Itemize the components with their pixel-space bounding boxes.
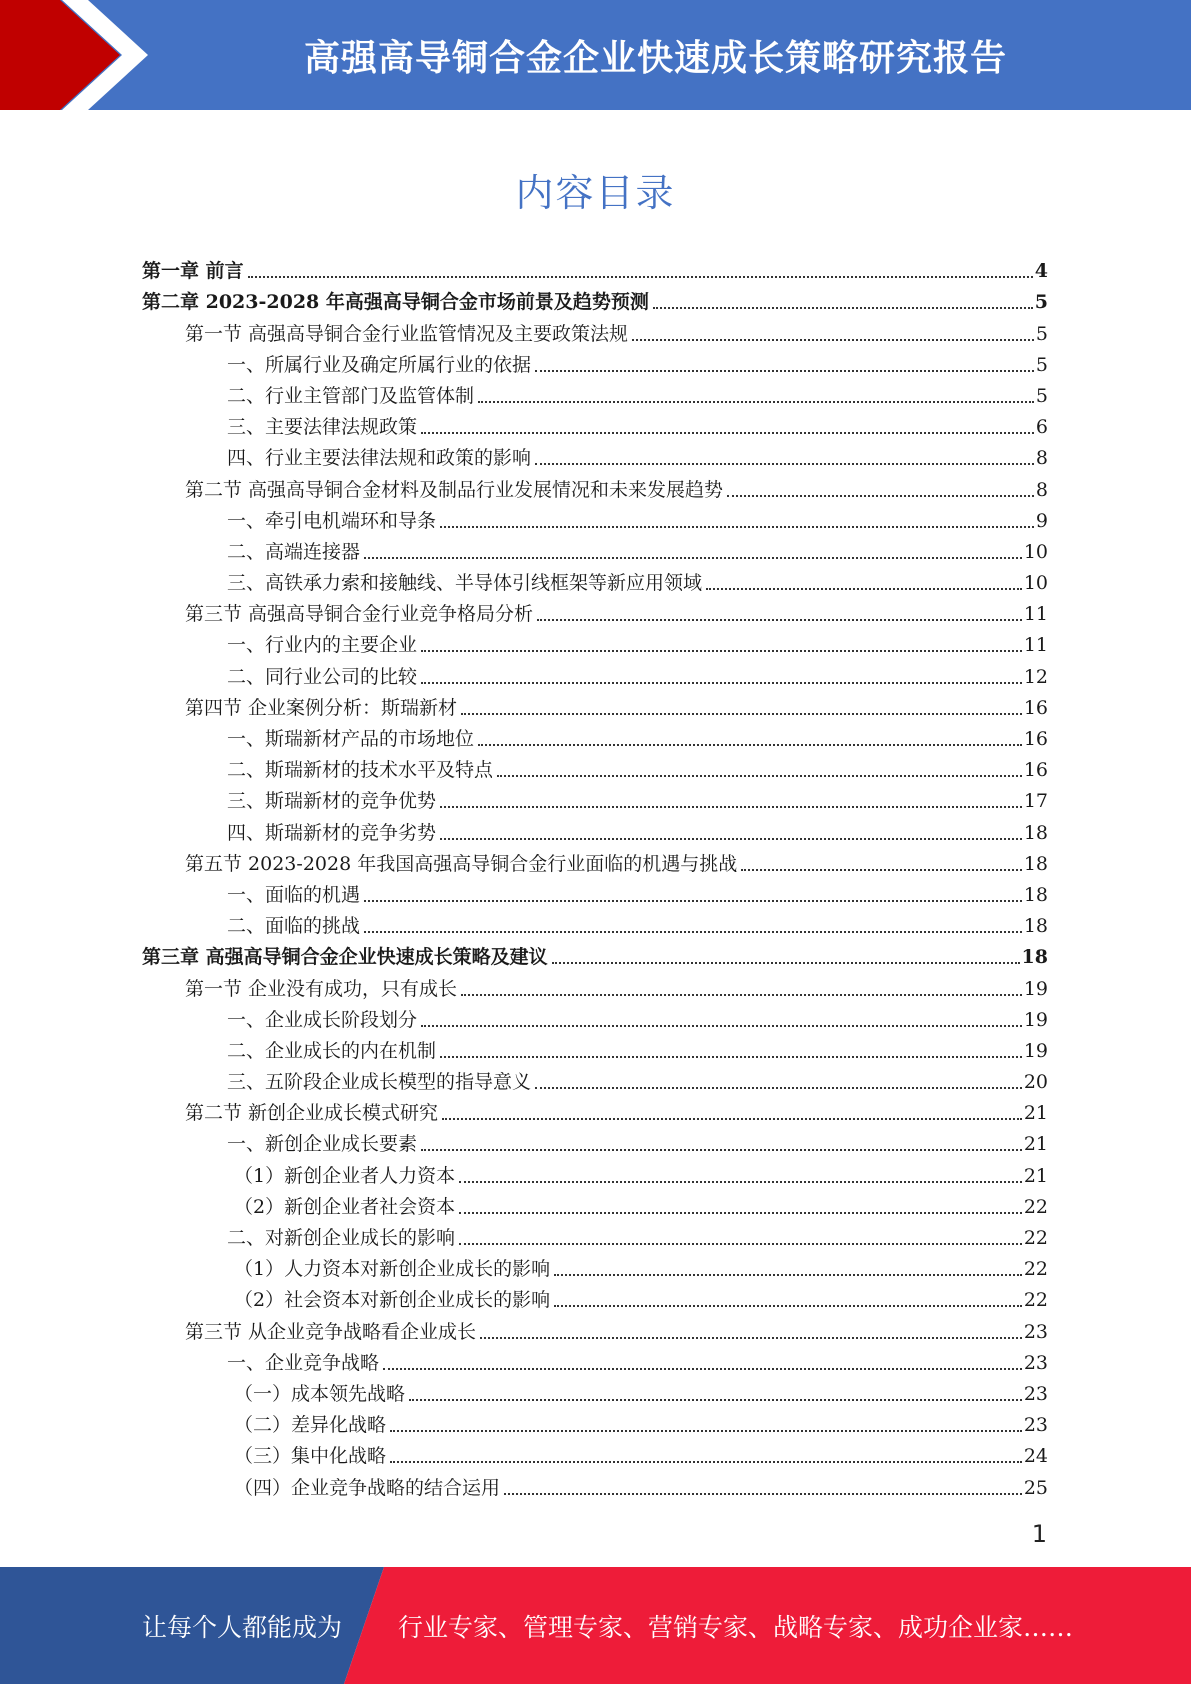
toc-entry-label: 一、牵引电机端环和导条 — [142, 509, 438, 533]
toc-entry-label: 四、斯瑞新材的竞争劣势 — [142, 821, 438, 845]
toc-dot-leader — [440, 838, 1022, 840]
toc-entry[interactable] — [142, 845, 1048, 876]
toc-dot-leader — [364, 557, 1022, 559]
toc-entry[interactable] — [142, 252, 1048, 283]
toc-entry-page: 25 — [1023, 1476, 1048, 1499]
toc-entry-label: 一、斯瑞新材产品的市场地位 — [142, 727, 476, 751]
toc-entry-page: 17 — [1023, 790, 1048, 813]
toc-entry-page: 11 — [1023, 634, 1048, 657]
toc-entry-label: （一）成本领先战略 — [142, 1382, 407, 1406]
toc-entry-page: 16 — [1023, 728, 1048, 750]
toc-entry[interactable] — [142, 907, 1048, 938]
toc-entry-label: 二、斯瑞新材的技术水平及特点 — [142, 758, 495, 782]
toc-entry-label: 一、企业竞争战略 — [142, 1351, 381, 1375]
toc-entry-label: 第三节 高强高导铜合金行业竞争格局分析 — [142, 602, 535, 626]
toc-dot-leader — [535, 1087, 1022, 1089]
toc-entry-page: 20 — [1023, 1071, 1048, 1094]
toc-entry-page: 4 — [1034, 260, 1048, 283]
toc-entry-label: 二、对新创企业成长的影响 — [142, 1226, 457, 1250]
toc-entry[interactable] — [142, 439, 1048, 470]
toc-dot-leader — [554, 1305, 1022, 1307]
toc-entry[interactable] — [142, 1094, 1048, 1125]
toc-entry[interactable] — [142, 720, 1048, 751]
toc-dot-leader — [537, 619, 1022, 621]
toc-entry-label: 一、面临的机遇 — [142, 883, 362, 907]
footer-band — [0, 1567, 1191, 1684]
toc-dot-leader — [653, 307, 1033, 309]
toc-dot-leader — [741, 869, 1022, 871]
toc-entry[interactable] — [142, 1468, 1048, 1499]
toc-dot-leader — [440, 1056, 1022, 1058]
toc-dot-leader — [421, 650, 1022, 652]
toc-entry-label: （1）新创企业者人力资本 — [142, 1164, 457, 1188]
toc-entry-page: 16 — [1023, 759, 1048, 782]
toc-entry[interactable] — [142, 1250, 1048, 1281]
toc-entry-label: 二、企业成长的内在机制 — [142, 1039, 438, 1063]
table-of-contents — [142, 252, 1048, 1500]
toc-entry-page: 5 — [1034, 291, 1048, 314]
toc-dot-leader — [440, 806, 1022, 808]
toc-entry-label: 第四节 企业案例分析：斯瑞新材 — [142, 696, 459, 720]
toc-entry-page: 18 — [1023, 915, 1048, 938]
toc-entry-label: 一、新创企业成长要素 — [142, 1132, 419, 1156]
toc-dot-leader — [478, 401, 1034, 403]
toc-dot-leader — [390, 1461, 1022, 1463]
toc-entry[interactable] — [142, 1063, 1048, 1094]
toc-entry-label: 二、同行业公司的比较 — [142, 665, 419, 689]
toc-entry[interactable] — [142, 1125, 1048, 1156]
toc-entry[interactable] — [142, 657, 1048, 688]
toc-entry-label: 三、斯瑞新材的竞争优势 — [142, 789, 438, 813]
toc-entry-label: 第一章 前言 — [142, 260, 244, 283]
toc-entry-label: 第二章 2023-2028 年高强高导铜合金市场前景及趋势预测 — [142, 291, 649, 314]
toc-dot-leader — [440, 526, 1034, 528]
toc-entry[interactable] — [142, 782, 1048, 813]
toc-entry-page: 22 — [1023, 1258, 1048, 1281]
toc-entry[interactable] — [142, 969, 1048, 1000]
toc-entry-label: 第五节 2023-2028 年我国高强高导铜合金行业面临的机遇与挑战 — [142, 852, 739, 876]
toc-entry-label: 三、五阶段企业成长模型的指导意义 — [142, 1070, 533, 1094]
toc-entry[interactable] — [142, 938, 1048, 969]
toc-entry-page: 22 — [1023, 1227, 1048, 1249]
toc-entry-label: 第二节 新创企业成长模式研究 — [142, 1101, 440, 1125]
toc-entry-page: 18 — [1023, 883, 1048, 906]
toc-entry-page: 22 — [1023, 1195, 1048, 1218]
toc-entry[interactable] — [142, 1188, 1048, 1219]
toc-dot-leader — [421, 1149, 1022, 1151]
toc-entry-page: 9 — [1035, 509, 1048, 532]
toc-entry-page: 19 — [1023, 1039, 1048, 1062]
toc-dot-leader — [442, 1118, 1022, 1120]
toc-entry-page: 8 — [1035, 478, 1048, 501]
toc-entry[interactable] — [142, 283, 1048, 314]
toc-dot-leader — [632, 339, 1034, 341]
toc-entry-page: 21 — [1023, 1164, 1048, 1187]
toc-dot-leader — [364, 900, 1022, 902]
toc-dot-leader — [461, 994, 1022, 996]
footer-slogan-right: 行业专家、管理专家、营销专家、战略专家、成功企业家…… — [398, 1612, 1074, 1642]
toc-entry[interactable] — [142, 1344, 1048, 1375]
toc-dot-leader — [421, 1025, 1022, 1027]
header-arrow-decoration — [0, 0, 160, 110]
toc-entry[interactable] — [142, 564, 1048, 595]
toc-entry[interactable] — [142, 595, 1048, 626]
toc-dot-leader — [535, 463, 1034, 465]
toc-entry[interactable] — [142, 1001, 1048, 1032]
toc-entry-label: 四、行业主要法律法规和政策的影响 — [142, 446, 533, 470]
toc-entry-page: 18 — [1023, 852, 1048, 875]
header-band — [0, 0, 1191, 110]
toc-dot-leader — [459, 1243, 1022, 1245]
toc-entry-label: 第二节 高强高导铜合金材料及制品行业发展情况和未来发展趋势 — [142, 478, 725, 502]
toc-dot-leader — [554, 1274, 1022, 1276]
toc-entry-page: 5 — [1035, 322, 1048, 345]
toc-entry[interactable] — [142, 502, 1048, 533]
toc-entry[interactable] — [142, 876, 1048, 907]
toc-entry[interactable] — [142, 1312, 1048, 1343]
toc-entry-label: 一、企业成长阶段划分 — [142, 1008, 419, 1032]
toc-entry-page: 18 — [1023, 821, 1048, 844]
report-title: 高强高导铜合金企业快速成长策略研究报告 — [303, 37, 1007, 79]
toc-dot-leader — [390, 1430, 1022, 1432]
toc-dot-leader — [461, 713, 1022, 715]
toc-entry-label: （四）企业竞争战略的结合运用 — [142, 1476, 502, 1500]
toc-entry-page: 8 — [1035, 447, 1048, 470]
toc-entry[interactable] — [142, 751, 1048, 782]
toc-entry-label: 一、所属行业及确定所属行业的依据 — [142, 353, 533, 377]
toc-entry[interactable] — [142, 1281, 1048, 1312]
toc-entry-page: 23 — [1023, 1351, 1048, 1374]
toc-entry-page: 11 — [1023, 603, 1048, 626]
toc-dot-leader — [552, 962, 1020, 964]
toc-entry-page: 18 — [1021, 946, 1048, 969]
toc-dot-leader — [421, 682, 1022, 684]
toc-entry-page: 23 — [1023, 1382, 1048, 1405]
toc-entry[interactable] — [142, 470, 1048, 501]
toc-dot-leader — [535, 370, 1034, 372]
toc-entry-page: 19 — [1023, 977, 1048, 1000]
toc-dot-leader — [504, 1493, 1022, 1495]
toc-entry[interactable] — [142, 1375, 1048, 1406]
toc-entry-page: 6 — [1035, 416, 1048, 439]
toc-dot-leader — [727, 495, 1034, 497]
toc-dot-leader — [248, 276, 1033, 278]
toc-entry-label: 二、高端连接器 — [142, 540, 362, 564]
toc-entry-page: 10 — [1023, 572, 1048, 595]
toc-entry-page: 21 — [1023, 1133, 1048, 1156]
toc-dot-leader — [478, 744, 1022, 746]
toc-entry-label: 二、行业主管部门及监管体制 — [142, 384, 476, 408]
toc-dot-leader — [383, 1368, 1022, 1370]
toc-entry-page: 21 — [1023, 1102, 1048, 1125]
toc-entry[interactable] — [142, 346, 1048, 377]
toc-entry[interactable] — [142, 533, 1048, 564]
toc-entry-label: 第三节 从企业竞争战略看企业成长 — [142, 1320, 478, 1344]
toc-dot-leader — [364, 931, 1022, 933]
toc-dot-leader — [459, 1212, 1022, 1214]
toc-entry[interactable] — [142, 314, 1048, 345]
toc-entry[interactable] — [142, 689, 1048, 720]
toc-entry-label: 二、面临的挑战 — [142, 914, 362, 938]
toc-entry-page: 10 — [1023, 540, 1048, 563]
toc-entry[interactable] — [142, 1406, 1048, 1437]
toc-entry-page: 5 — [1035, 384, 1048, 407]
toc-dot-leader — [706, 588, 1022, 590]
toc-entry[interactable] — [142, 1219, 1048, 1250]
toc-entry-page: 19 — [1023, 1008, 1048, 1031]
toc-entry-label: 第一节 高强高导铜合金行业监管情况及主要政策法规 — [142, 322, 630, 346]
toc-entry-label: 第三章 高强高导铜合金企业快速成长策略及建议 — [142, 946, 548, 969]
toc-entry-page: 5 — [1035, 353, 1048, 376]
toc-entry-page: 23 — [1023, 1414, 1048, 1437]
toc-entry-label: 三、高铁承力索和接触线、半导体引线框架等新应用领域 — [142, 571, 704, 595]
toc-dot-leader — [421, 432, 1034, 434]
toc-entry[interactable] — [142, 1032, 1048, 1063]
footer-slogan-left: 让每个人都能成为 — [142, 1612, 343, 1642]
toc-entry[interactable] — [142, 1156, 1048, 1187]
toc-entry-label: （2）新创企业者社会资本 — [142, 1195, 457, 1219]
toc-entry-label: 第一节 企业没有成功，只有成长 — [142, 977, 459, 1001]
toc-entry-page: 12 — [1023, 665, 1048, 688]
toc-entry-label: 一、行业内的主要企业 — [142, 633, 419, 657]
toc-dot-leader — [409, 1399, 1022, 1401]
toc-entry[interactable] — [142, 377, 1048, 408]
toc-entry-label: 三、主要法律法规政策 — [142, 415, 419, 439]
toc-entry-label: （2）社会资本对新创企业成长的影响 — [142, 1288, 552, 1312]
toc-dot-leader — [480, 1337, 1022, 1339]
toc-entry-label: （二）差异化战略 — [142, 1413, 388, 1437]
toc-entry[interactable] — [142, 813, 1048, 844]
toc-entry[interactable] — [142, 1437, 1048, 1468]
toc-entry-page: 16 — [1023, 696, 1048, 719]
page-number: 1 — [1031, 1520, 1047, 1548]
toc-entry-page: 22 — [1023, 1289, 1048, 1312]
toc-dot-leader — [459, 1181, 1022, 1183]
toc-entry-page: 24 — [1023, 1445, 1048, 1468]
toc-dot-leader — [497, 775, 1022, 777]
toc-entry[interactable] — [142, 626, 1048, 657]
toc-entry[interactable] — [142, 408, 1048, 439]
toc-entry-label: （三）集中化战略 — [142, 1444, 388, 1468]
toc-entry-page: 23 — [1023, 1320, 1048, 1343]
toc-entry-label: （1）人力资本对新创企业成长的影响 — [142, 1257, 552, 1281]
toc-heading: 内容目录 — [515, 171, 676, 215]
